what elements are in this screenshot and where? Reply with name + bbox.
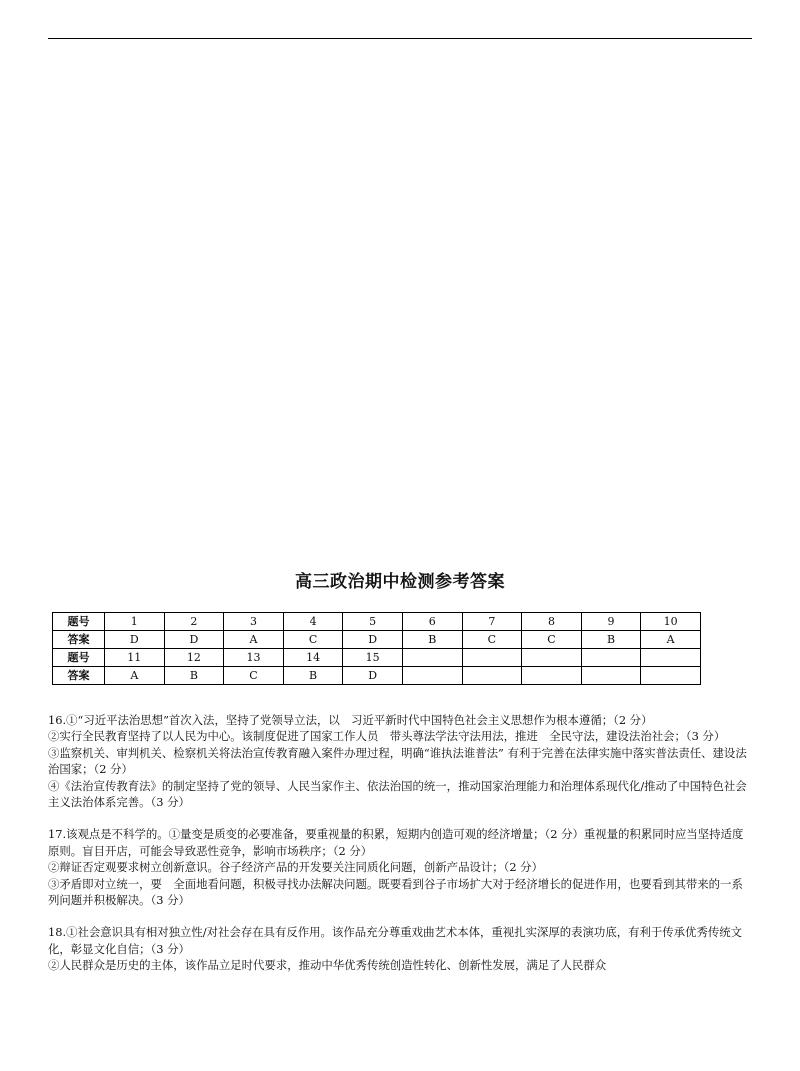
table-cell: 10 [641,613,701,631]
table-cell: B [581,631,641,649]
table-cell: 6 [402,613,462,631]
table-cell: 11 [105,649,165,667]
table-cell [641,649,701,667]
table-cell: A [105,667,165,685]
table-cell: D [105,631,165,649]
table-cell: 7 [462,613,522,631]
table-cell: A [224,631,284,649]
table-cell: C [283,631,343,649]
table-cell [641,667,701,685]
table-row [53,667,701,685]
answer-paragraph: 16.①“习近平法治思想”首次入法，坚持了党领导立法，以 习近平新时代中国特色社会主义思想作为根本遵循；（2 分） [48,713,653,727]
table-cell: C [462,631,522,649]
answer-explanations [48,712,752,990]
table-cell: 5 [343,613,403,631]
table-cell: B [402,631,462,649]
row-header: 答案 [53,631,105,649]
answer-17 [48,826,752,908]
table-cell [581,667,641,685]
answer-paragraph: ②辩证否定观要求树立创新意识。谷子经济产品的开发要关注同质化问题，创新产品设计；（2 分） [48,860,543,875]
table-cell: 15 [343,649,403,667]
table-cell: C [522,631,582,649]
row-header: 题号 [53,649,105,667]
answer-key-table [52,612,701,685]
answer-paragraph: 17.该观点是不科学的。①量变是质变的必要准备，要重视量的积累，短期内创造可观的经济增量；（2 分）重视量的积累同时应当坚持适度原则。盲目开店，可能会导致恶性竞争，影响市场秩序；（2 分） [48,827,744,858]
table-cell: D [343,631,403,649]
table-cell: D [343,667,403,685]
table-cell [522,667,582,685]
table-cell: 1 [105,613,165,631]
table-cell [402,649,462,667]
table-cell: C [224,667,284,685]
table-cell: 4 [283,613,343,631]
table-row [53,631,701,649]
table-row [53,649,701,667]
answer-paragraph: 18.①社会意识具有相对独立性/对社会存在具有反作用。该作品充分尊重戏曲艺术本体，重视扎实深厚的表演功底，有利于传承优秀传统文化，彰显文化自信；（3 分） [48,925,743,956]
answer-paragraph: ③矛盾即对立统一，要 全面地看问题，积极寻找办法解决问题。既要看到谷子市场扩大对于经济增长的促进作用，也要看到其带来的一系列问题并积极解决。（3 分） [48,876,743,908]
table-cell: A [641,631,701,649]
table-cell [462,667,522,685]
row-header: 答案 [53,667,105,685]
page-title: 高三政治期中检测参考答案 [295,572,505,592]
table-cell [581,649,641,667]
row-header: 题号 [53,613,105,631]
table-cell: 2 [164,613,224,631]
answer-18 [48,924,752,973]
table-cell: B [283,667,343,685]
table-cell: 8 [522,613,582,631]
table-cell [402,667,462,685]
table-cell [522,649,582,667]
table-row [53,613,701,631]
table-cell: 13 [224,649,284,667]
table-cell: 14 [283,649,343,667]
header-rule [48,38,752,39]
table-cell: D [164,631,224,649]
table-cell: 3 [224,613,284,631]
table-cell: B [164,667,224,685]
table-cell: 9 [581,613,641,631]
answer-paragraph: ②人民群众是历史的主体，该作品立足时代要求，推动中华优秀传统创造性转化、创新性发展，满足了人民群众 [48,958,607,973]
answer-16 [48,712,752,810]
answer-paragraph: ④《法治宣传教育法》的制定坚持了党的领导、人民当家作主、依法治国的统一，推动国家治理能力和治理体系现代化/推动了中国特色社会主义法治体系完善。（3 分） [48,778,747,810]
table-cell: 12 [164,649,224,667]
table-cell [462,649,522,667]
answer-paragraph: ③监察机关、审判机关、检察机关将法治宣传教育融入案件办理过程，明确“谁执法谁普法” 有利于完善在法律实施中落实普法责任、建设法治国家；（2 分） [48,745,747,777]
answer-paragraph: ②实行全民教育坚持了以人民为中心。该制度促进了国家工作人员 带头尊法学法守法用法，推进 全民守法，建设法治社会；（3 分） [48,729,726,744]
